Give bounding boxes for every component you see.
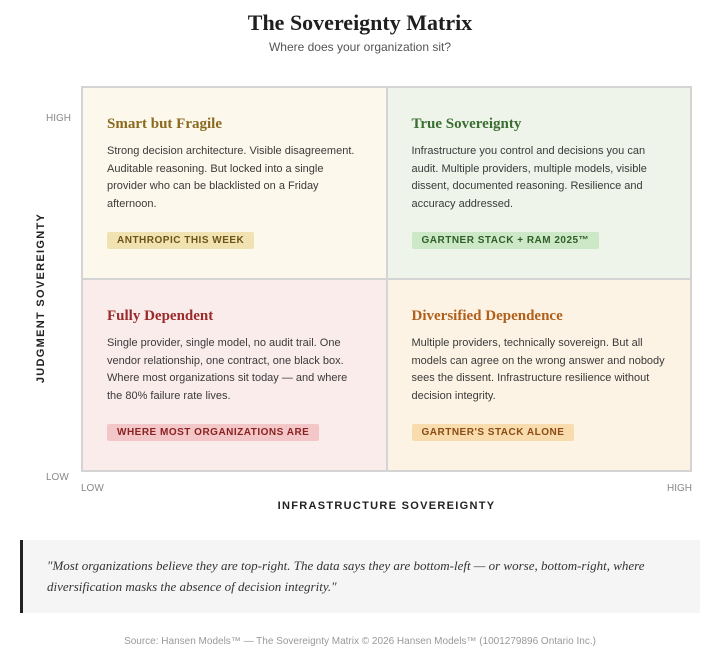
y-axis-low-tick: LOW	[46, 472, 69, 483]
x-axis-label: INFRASTRUCTURE SOVEREIGNTY	[277, 500, 496, 512]
sovereignty-matrix	[81, 86, 692, 472]
quadrant-badge: GARTNER'S STACK ALONE	[412, 424, 575, 441]
page-subtitle: Where does your organization sit?	[268, 40, 452, 54]
quadrant-description: Strong decision architecture. Visible disagreement. Auditable reasoning. But locked into a single provider who can be blacklisted on a Friday afternoon.	[107, 145, 355, 210]
quadrant-fully-dependent	[83, 280, 386, 470]
x-axis-high-tick: HIGH	[667, 483, 692, 494]
quadrant-title: Fully Dependent	[107, 308, 214, 324]
quadrant-true-sovereignty	[388, 88, 691, 278]
quadrant-smart-but-fragile	[83, 88, 386, 278]
quadrant-description: Infrastructure you control and decisions you can audit. Multiple providers, multiple models, visible dissent, documented reasoning. Resilience and accuracy addressed.	[411, 145, 647, 210]
x-axis-low-tick: LOW	[81, 483, 104, 494]
quadrant-title: True Sovereignty	[411, 116, 522, 132]
source-footnote: Source: Hansen Models™ — The Sovereignty Matrix © 2026 Hansen Models™ (1001279896 Ontario Inc.)	[124, 636, 596, 647]
quadrant-description: Single provider, single model, no audit trail. One vendor relationship, one contract, one black box. Where most organizations sit today — and where the 80% failure rate lives.	[107, 337, 348, 402]
page-title: The Sovereignty Matrix	[247, 10, 473, 35]
quadrant-badge: GARTNER STACK + RAM 2025™	[412, 232, 600, 249]
quadrant-description: Multiple providers, technically sovereign. But all models can agree on the wrong answer and nobody sees the dissent. Infrastructure resilience without decision integrity.	[411, 337, 665, 402]
quadrant-badge: WHERE MOST ORGANIZATIONS ARE	[107, 424, 319, 441]
y-axis-label: JUDGMENT SOVEREIGNTY	[35, 212, 47, 384]
quadrant-title: Diversified Dependence	[411, 308, 563, 324]
y-axis-high-tick: HIGH	[46, 113, 71, 124]
quadrant-badge: ANTHROPIC THIS WEEK	[107, 232, 254, 249]
quadrant-diversified-dependence	[388, 280, 691, 470]
quadrant-title: Smart but Fragile	[107, 116, 222, 132]
pull-quote: "Most organizations believe they are top-right. The data says they are bottom-left — or worse, bottom-right, where diversification masks the absence of decision integrity."	[20, 540, 700, 613]
